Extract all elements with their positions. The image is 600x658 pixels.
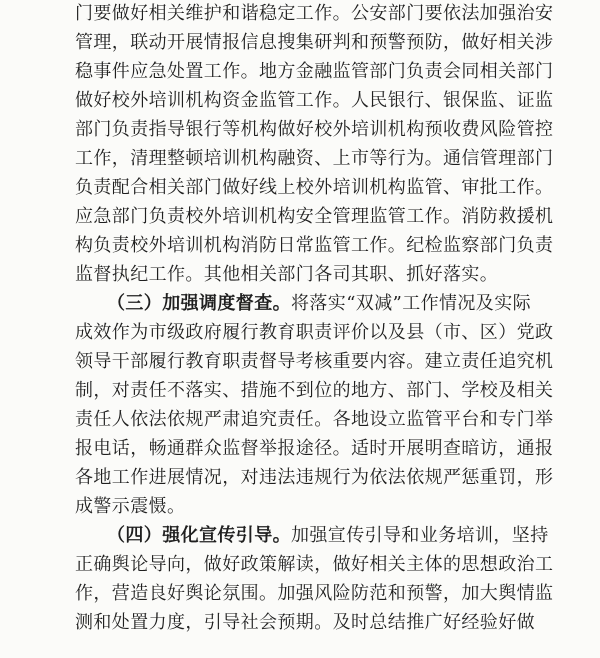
paragraph-line: 构负责校外培训机构消防日常监管工作。纪检监察部门负责: [75, 235, 554, 256]
paragraph-line: 负责配合相关部门做好线上校外培训机构监管、审批工作。: [75, 177, 554, 198]
paragraph-line: 做好校外培训机构资金监管工作。人民银行、银保监、证监: [75, 90, 554, 111]
paragraph-line: 制，对责任不落实、措施不到位的地方、部门、学校及相关: [75, 380, 554, 401]
paragraph-line: 报电话，畅通群众监督举报途径。适时开展明查暗访，通报: [75, 438, 554, 459]
paragraph-line: 部门负责指导银行等机构做好校外培训机构预收费风险管控: [75, 119, 554, 140]
section-3-first-text: 将落实“双减”工作情况及实际: [291, 293, 532, 314]
paragraph-line: 各地工作进展情况，对违法违规行为依法依规严惩重罚，形: [75, 467, 554, 488]
paragraph-line: 责任人依法依规严肃追究责任。各地设立监管平台和专门举: [75, 409, 554, 430]
section-4-first-text: 加强宣传引导和业务培训，坚持: [291, 525, 549, 546]
paragraph-line: 管理，联动开展情报信息搜集研判和预警预防，做好相关涉: [75, 32, 554, 53]
paragraph-line: 应急部门负责校外培训机构安全管理监管工作。消防救援机: [75, 206, 554, 227]
document-body: [75, 0, 554, 637]
paragraph-line: 测和处置力度，引导社会预期。及时总结推广好经验好做: [75, 612, 535, 633]
paragraph-line: 成警示震慑。: [75, 496, 186, 517]
paragraph-line: 作，营造良好舆论氛围。加强风险防范和预警，加大舆情监: [75, 583, 554, 604]
section-4-heading: （四）强化宣传引导。: [107, 525, 291, 546]
section-3-first-line: [75, 289, 532, 318]
paragraph-line: 监督执纪工作。其他相关部门各司其职、抓好落实。: [75, 264, 499, 285]
paragraph-line: 稳事件应急处置工作。地方金融监管部门负责会同相关部门: [75, 61, 554, 82]
paragraph-line: 成效作为市级政府履行教育职责评价以及县（市、区）党政: [75, 322, 554, 343]
section-3-heading: （三）加强调度督查。: [107, 293, 291, 314]
section-4-first-line: [75, 521, 549, 550]
paragraph-line: 正确舆论导向，做好政策解读，做好相关主体的思想政治工: [75, 554, 554, 575]
paragraph-line: 门要做好相关维护和谐稳定工作。公安部门要依法加强治安: [75, 3, 554, 24]
paragraph-line: 领导干部履行教育职责督导考核重要内容。建立责任追究机: [75, 351, 554, 372]
paragraph-line: 工作，清理整顿培训机构融资、上市等行为。通信管理部门: [75, 148, 554, 169]
